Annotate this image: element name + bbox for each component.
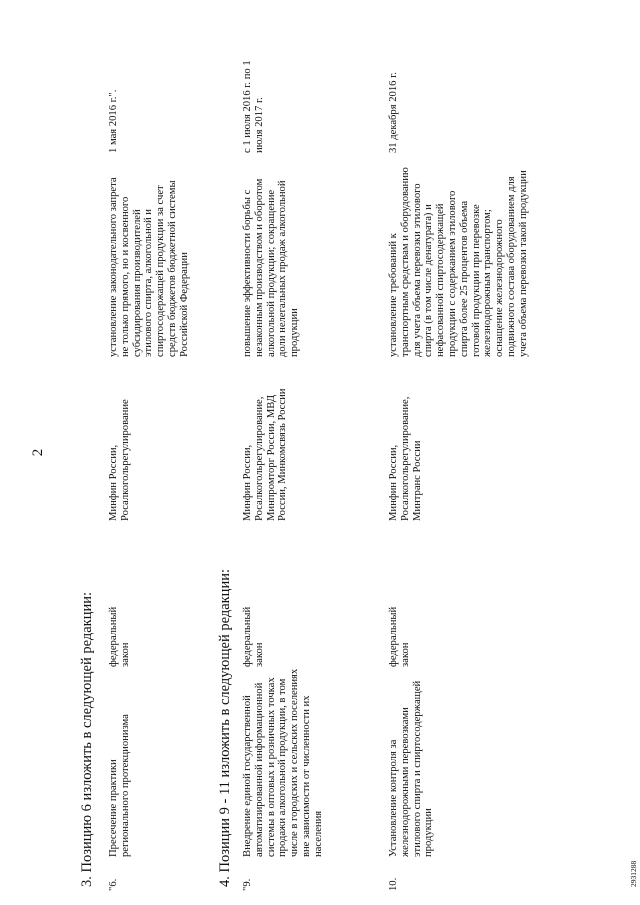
row-6-result: установление законодательного запрета не только прямого, но и косвенного субсидирования производителей этилового спирта, алкогольной и спиртосодержащей продукции за счет средств бюджетов бюджетной системы Российской Федерации <box>108 177 190 357</box>
row-6-number: "6. <box>108 878 119 891</box>
row-9-document-type: федеральный закон <box>242 606 265 667</box>
document-code: 2931288 <box>629 860 638 887</box>
row-6-document-type: федеральный закон <box>108 606 131 667</box>
row-10-number: 10. <box>388 877 399 891</box>
row-6-measure: Пресечение практики регионального протекционизма <box>108 714 131 857</box>
row-9-measure: Внедрение единой государственной автоматизированной информационной системы в оптовых и розничных точках продажи алкогольной продукции, в том числе в городских и сельских поселениях вне зависимости от численности их населения <box>242 668 324 857</box>
row-10-measure: Установление контроля за железнодорожными перевозками этилового спирта и спиртосодержащей продукции <box>388 680 435 857</box>
row-10-result: установление требований к транспортным средствам и оборудованию для учета объема перевозки этилового спирта (в том числе денатурата) и нефасованной спиртосодержащей продукции с содержанием этилового спирта более 25 процентов объема готовой продукции при перевозке железнодорожным транспортом; оснащение железнодорожного подвижного состава оборудованием для учета объема перевозки такой продукции <box>388 167 529 357</box>
row-9-deadline: с 1 июля 2016 г. по 1 июля 2017 г. <box>242 60 265 153</box>
row-9-executors: Минфин России, Росалкогольрегулирование, Минпромторг России, МВД России, Минкомсвязь России <box>242 388 289 521</box>
row-9-result: повышение эффективности борьбы с незаконным производством и оборотом алкогольной продукции; сокращение доли нелегальных продаж алкогольной продукции <box>242 178 301 357</box>
row-10-executors: Минфин России, Росалкогольрегулирование, Минтранс России <box>388 396 423 521</box>
section-heading-3: 3. Позицию 6 изложить в следующей редакции: <box>79 591 95 887</box>
row-9-number: "9. <box>242 878 253 891</box>
row-6-deadline: 1 мая 2016 г.". <box>108 89 119 153</box>
row-10-deadline: 31 декабря 2016 г. <box>388 72 399 153</box>
row-6-executors: Минфин России, Росалкогольрегулирование <box>108 399 131 521</box>
row-10-document-type: федеральный закон <box>388 606 411 667</box>
page-number: 2 <box>30 448 46 457</box>
section-heading-4: 4. Позиции 9 - 11 изложить в следующей редакции: <box>217 569 233 887</box>
